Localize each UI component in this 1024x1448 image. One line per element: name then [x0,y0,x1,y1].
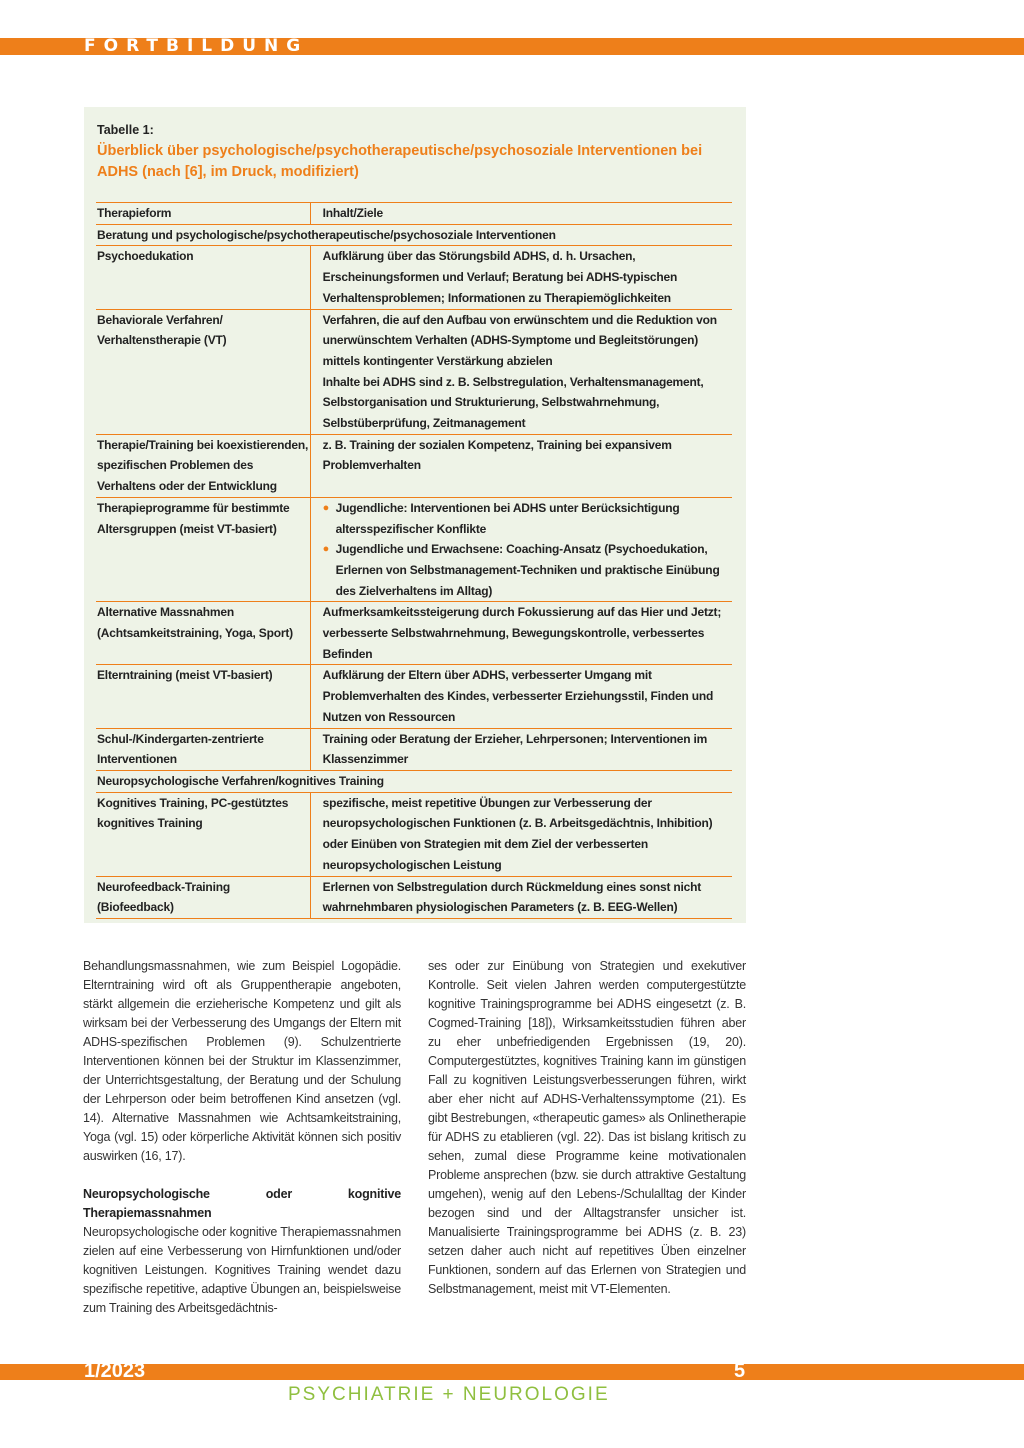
row-form: Alternative Massnahmen (Achtsamkeitstraining, Yoga, Sport) [97,605,293,641]
table-row [96,728,732,770]
row-content-part: Verfahren, die auf den Aufbau von erwünschtem und die Reduktion von unerwünschtem Verhalten (ADHS-Symptome und Begleitstörungen) mittels kontingenter Verstärkung abzielen [322,312,717,368]
table-group-row [96,224,732,246]
table-header-row [96,202,732,224]
journal-name: PSYCHIATRIE + NEUROLOGIE [288,1384,610,1405]
row-content [310,310,732,434]
table-row [96,664,732,727]
page-number: 5 [734,1360,746,1382]
table-row [96,876,732,919]
body-column-right [428,957,746,1299]
bullet-item [323,539,732,601]
section-label: FORTBILDUNG [84,36,309,56]
table-caption: Tabelle 1: [97,123,154,137]
interventions-table [96,202,732,919]
row-form: Behaviorale Verfahren/ Verhaltenstherapie (VT) [97,312,227,348]
body-paragraph: ses oder zur Einübung von Strategien und exekutiver Kontrolle. Seit vielen Jahren werden computergestützte kognitive Trainingsprogramme bei ADHS eingesetzt (z. B. Cogmed-Training [18]), Wirksamkeitsstudien führen aber zu eher unbefriedigenden Ergebnissen (19, 20). Computergestütztes, kognitives Training kann im günstigen Fall zu kognitiven Leistungsverbesserungen führen, wirkt aber eher nicht auf ADHS-Verhaltenssymptome (21). Es gibt Bestrebungen, «therapeutic games» als Onlinetherapie für ADHS zu etablieren (vgl. 22). Das ist bislang kritisch zu sehen, zumal diese Programme keine motivationalen Probleme ansprechen (bzw. sie durch attraktive Gestaltung umgehen), wenig auf den Lebens-/Schulalltag der Kinder bezogen sind und der Alltagstransfer unsicher ist. Manualisierte Trainingsprogramme bei ADHS (z. B. 23) setzen daher auch nicht auf repetitives Üben einzelner Funktionen, sondern auf das Erlernen von Strategien und Selbstmanagement, meist mit VT-Elementen. [428,959,746,1296]
row-content-part: Inhalte bei ADHS sind z. B. Selbstregulation, Verhaltensmanagement, Selbstorganisation und Strukturierung, Selbstwahrnehmung, Selbstüberprüfung, Zeitmanagement [322,374,704,431]
row-content: Aufklärung der Eltern über ADHS, verbesserter Umgang mit Problemverhalten des Kindes, verbesserter Erziehungsstil, Finden und Nutzen von Ressourcen [310,665,732,727]
row-content: Erlernen von Selbstregulation durch Rückmeldung eines sonst nicht wahrnehmbaren physiologischen Parameters (z. B. EEG-Wellen) [310,877,732,918]
col-header-therapieform: Therapieform [97,206,172,220]
section-heading: Neuropsychologische oder kognitive Therapiemassnahmen [83,1187,401,1220]
bullet-dot-icon: ● [322,501,330,514]
issue-number: 1/2023 [84,1360,146,1382]
table-row [96,792,732,876]
body-paragraph: Behandlungsmassnahmen, wie zum Beispiel Logopädie. Elterntraining wird oft als Gruppentherapie angeboten, stärkt allgemein die erzieherische Kompetenz und gilt als wirksam bei der Verbesserung des Umgangs der Eltern mit ADHS-spezifischen Problemen (9). Schulzentrierte Interventionen können bei der Struktur im Klassenzimmer, der Unterrichtsgestaltung, der Beratung und der Schulung der Lehrperson oder beim betroffenen Kind ansetzen (vgl. 14). Alternative Massnahmen wie Achtsamkeitstraining, Yoga (vgl. 15) oder körperliche Aktivität können sich positiv auswirken (16, 17). [83,959,401,1163]
bullet-text: Jugendliche und Erwachsene: Coaching-Ansatz (Psychoedukation, Erlernen von Selbstmanagement-Techniken und praktische Einübung des Zielverhaltens im Alltag) [335,542,720,598]
bullet-dot-icon: ● [322,543,330,556]
group-heading: Beratung und psychologische/psychotherapeutische/psychosoziale Interventionen [97,227,556,242]
row-content: z. B. Training der sozialen Kompetenz, Training bei expansivem Problemverhalten [310,435,732,497]
bullet-item [323,498,732,539]
bullet-text: Jugendliche: Interventionen bei ADHS unter Berücksichtigung altersspezifischer Konflikte [335,500,680,536]
row-content: Aufklärung über das Störungsbild ADHS, d. h. Ursachen, Erscheinungsformen und Verlauf; Beratung bei ADHS-typischen Verhaltensproblemen; Informationen zu Therapiemöglichkeiten [310,246,732,308]
row-content: Aufmerksamkeitssteigerung durch Fokussierung auf das Hier und Jetzt; verbesserte Selbstwahrnehmung, Bewegungskontrolle, verbessertes Befinden [310,602,732,664]
table-title: Überblick über psychologische/psychotherapeutische/psychosoziale Interventionen bei ADHS (nach [6], im Druck, modifiziert) [97,143,703,180]
table-row [96,245,732,308]
row-form: Kognitives Training, PC-gestütztes kognitives Training [97,795,289,831]
row-form: Neurofeedback-Training (Biofeedback) [97,879,230,915]
table-row [96,497,732,602]
table-row [96,601,732,664]
row-content: Training oder Beratung der Erzieher, Lehrpersonen; Interventionen im Klassenzimmer [310,729,732,770]
body-paragraph: Neuropsychologische oder kognitive Therapiemassnahmen zielen auf eine Verbesserung von Hirnfunktionen und/oder kognitiven Leistungen. Kognitives Training wendet dazu spezifische repetitive, adaptive Übungen an, beispielsweise zum Training des Arbeitsgedächtnis- [83,1225,401,1315]
row-form: Psychoedukation [97,249,194,264]
footer-bar [0,1364,1024,1380]
group-heading: Neuropsychologische Verfahren/kognitives Training [97,773,384,788]
row-form: Elterntraining (meist VT-basiert) [97,668,273,683]
body-column-left [83,957,401,1318]
row-form: Therapieprogramme für bestimmte Altersgruppen (meist VT-basiert) [97,500,290,536]
table-row [96,434,732,497]
row-content [310,498,732,602]
col-header-inhalt: Inhalt/Ziele [310,203,732,224]
table-group-row [96,770,732,792]
row-form: Therapie/Training bei koexistierenden, spezifischen Problemen des Verhaltens oder der Entwicklung [97,437,309,494]
row-content: spezifische, meist repetitive Übungen zur Verbesserung der neuropsychologischen Funktionen (z. B. Arbeitsgedächtnis, Inhibition) oder Einüben von Strategien mit dem Ziel der verbesserten neuropsychologischen Leistung [310,793,732,876]
table-row [96,309,732,434]
row-form: Schul-/Kindergarten-zentrierte Interventionen [97,731,264,767]
